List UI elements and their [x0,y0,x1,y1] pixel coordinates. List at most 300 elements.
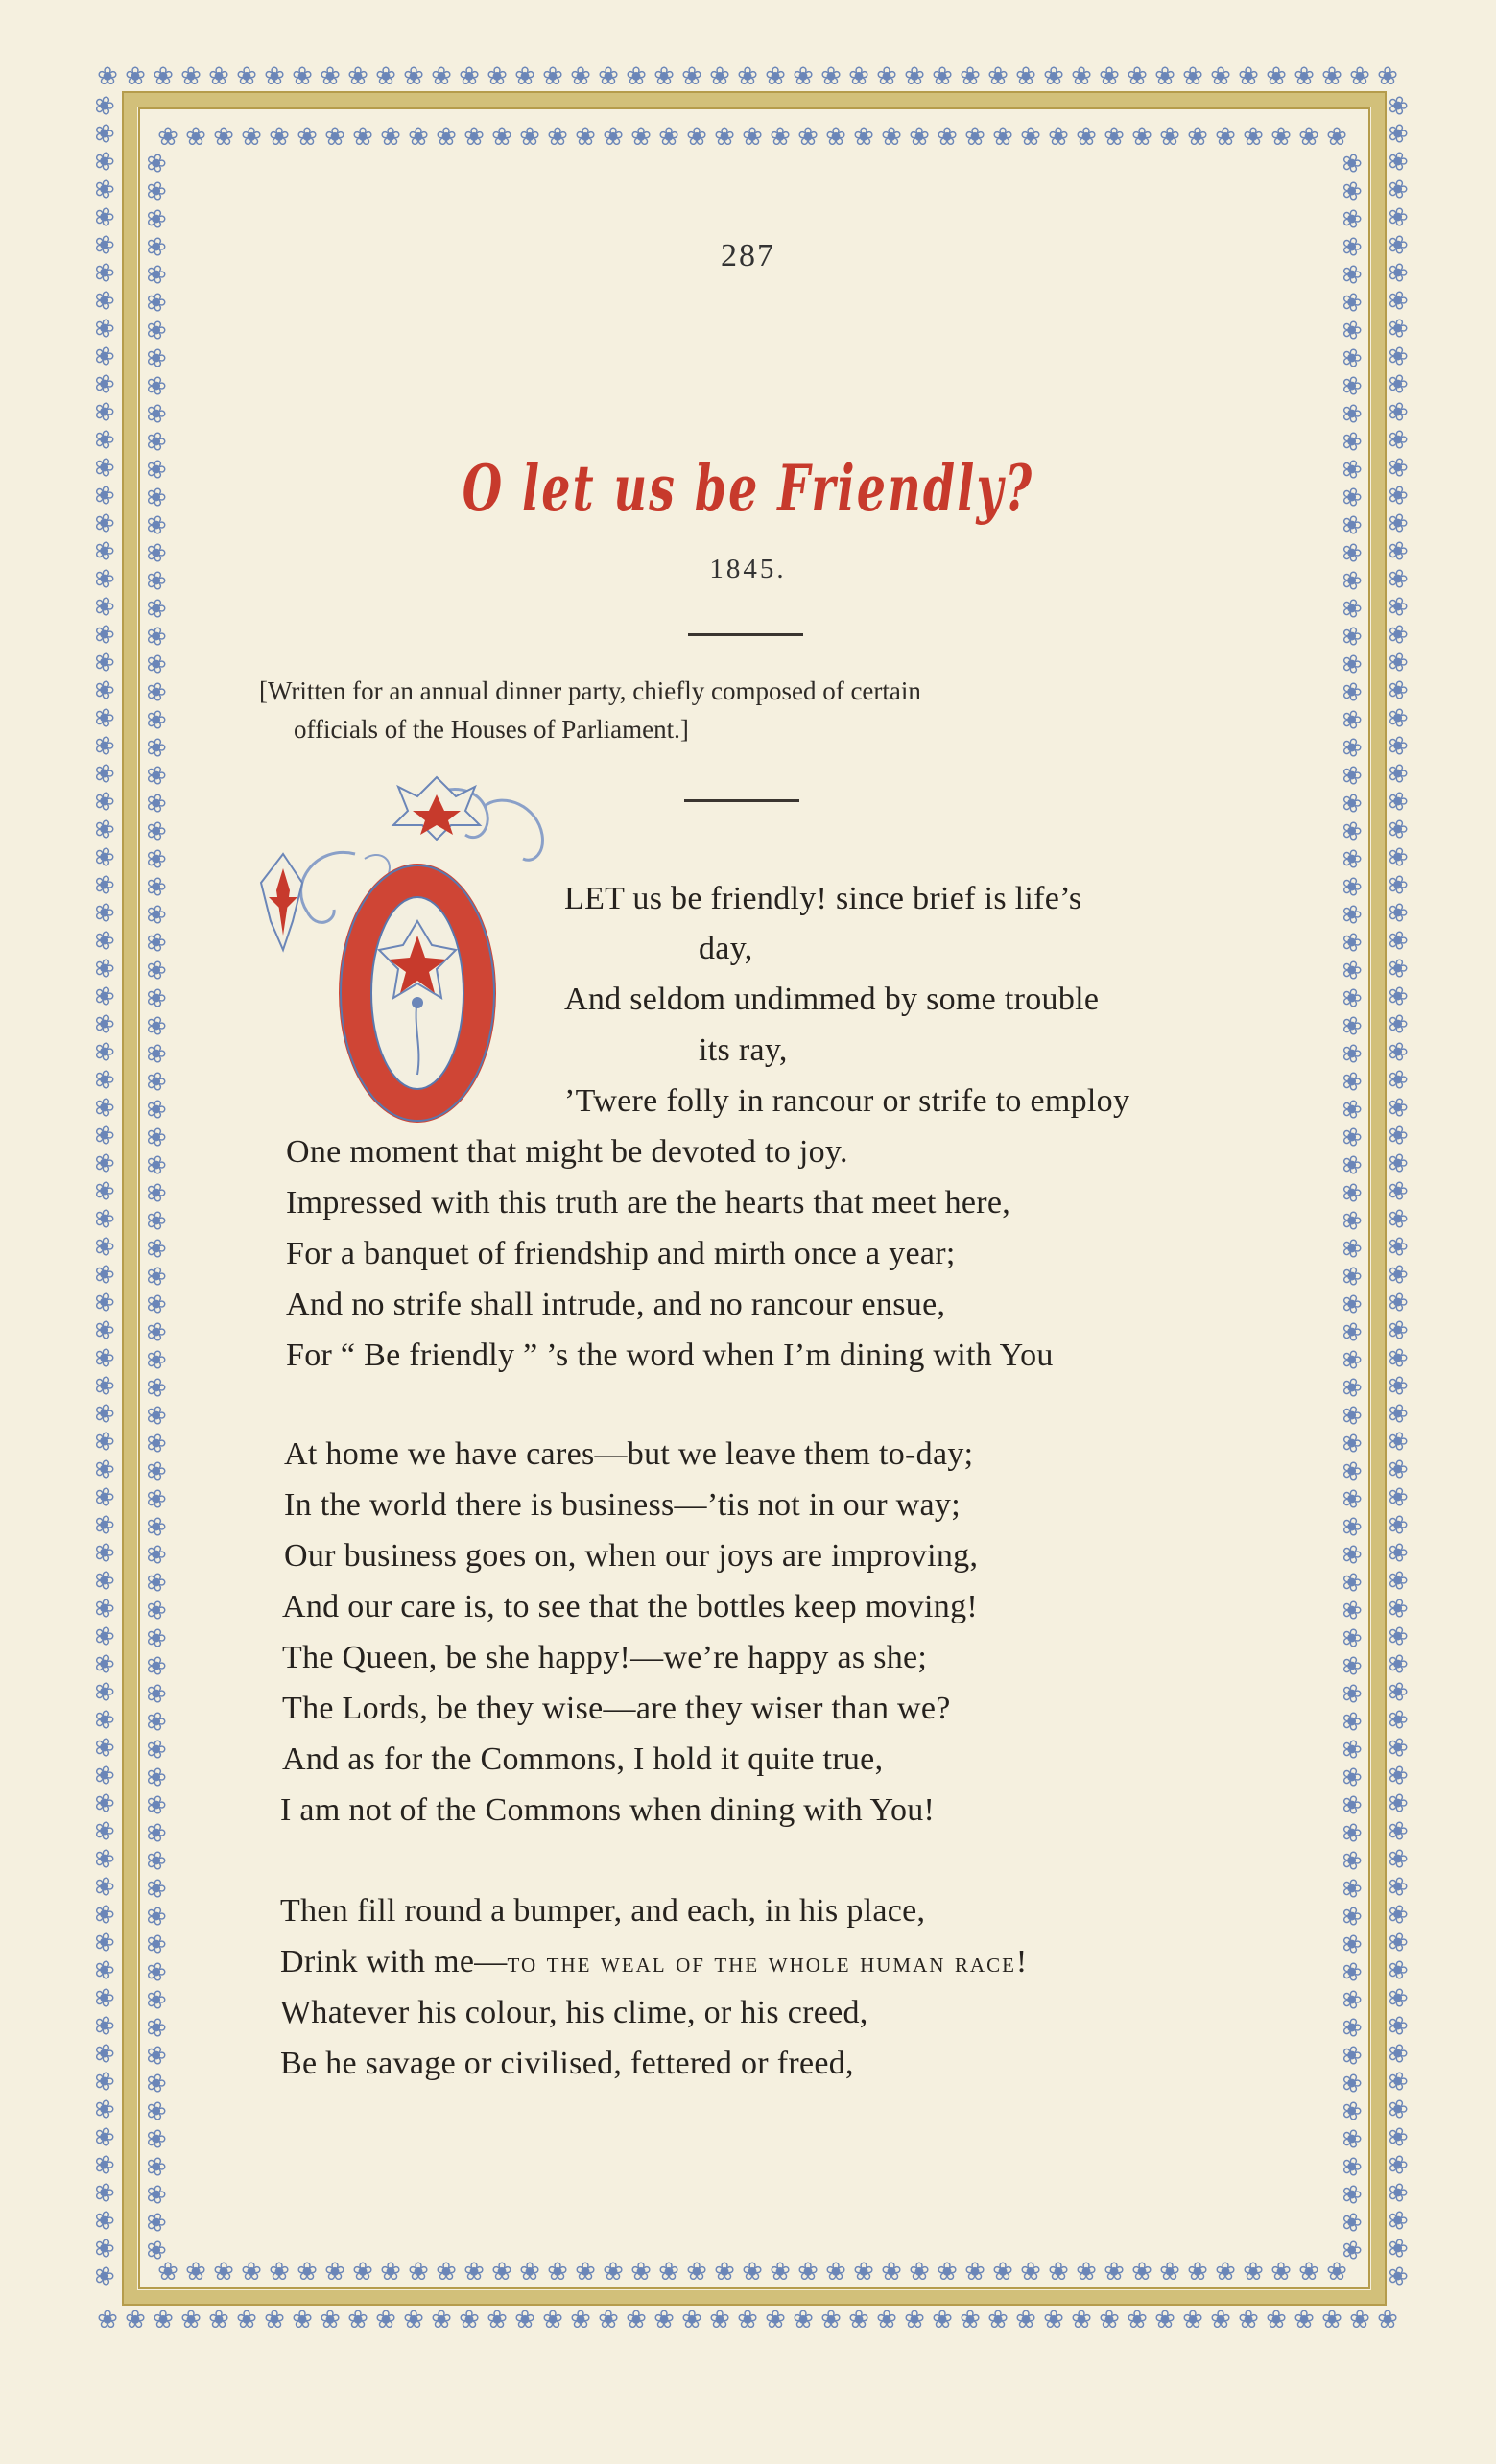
fleuron-icon: ❀ [598,2306,619,2334]
fleuron-icon: ❀ [141,431,170,452]
fleuron-icon: ❀ [89,95,118,116]
fleuron-icon: ❀ [603,123,624,152]
fleuron-icon: ❀ [1337,598,1365,619]
fleuron-icon: ❀ [89,485,118,506]
fleuron-icon: ❀ [1238,2306,1259,2334]
fleuron-icon: ❀ [770,2258,791,2286]
fleuron-icon: ❀ [1337,737,1365,758]
fleuron-icon: ❀ [89,1737,118,1758]
fleuron-icon: ❀ [737,2306,758,2334]
fleuron-icon: ❀ [575,2258,596,2286]
page-number: 287 [721,238,775,273]
fleuron-icon: ❀ [89,2265,118,2286]
fleuron-icon: ❀ [89,1097,118,1118]
fleuron-icon: ❀ [793,2306,814,2334]
fleuron-icon: ❀ [1383,1765,1412,1786]
fleuron-icon: ❀ [213,123,234,152]
fleuron-icon: ❀ [89,624,118,645]
fleuron-icon: ❀ [89,1904,118,1925]
fleuron-icon: ❀ [626,62,647,91]
fleuron-icon: ❀ [765,62,786,91]
fleuron-icon: ❀ [937,123,958,152]
fleuron-icon: ❀ [987,2306,1009,2334]
fleuron-icon: ❀ [1383,1486,1412,1507]
fleuron-icon: ❀ [1383,1931,1412,1953]
fleuron-icon: ❀ [89,596,118,617]
fleuron-icon: ❀ [141,1433,170,1454]
fleuron-icon: ❀ [89,1987,118,2008]
fleuron-icon: ❀ [797,123,819,152]
poem-line: And as for the Commons, I hold it quite true, [282,1741,884,1777]
fleuron-icon: ❀ [1383,485,1412,506]
fleuron-icon: ❀ [1337,1516,1365,1537]
fleuron-icon: ❀ [1383,2154,1412,2175]
fleuron-icon: ❀ [709,2306,730,2334]
fleuron-icon: ❀ [1337,932,1365,953]
fleuron-icon: ❀ [1383,1904,1412,1925]
fleuron-icon: ❀ [1337,2212,1365,2233]
headnote-rule [684,799,799,802]
fleuron-icon: ❀ [1383,1681,1412,1702]
fleuron-icon: ❀ [141,1266,170,1287]
fleuron-icon: ❀ [1076,2258,1097,2286]
fleuron-icon: ❀ [241,2258,262,2286]
fleuron-icon: ❀ [89,1876,118,1897]
fleuron-icon: ❀ [125,2306,146,2334]
poem-line: And seldom undimmed by some trouble [564,982,1100,1017]
fleuron-icon: ❀ [141,765,170,786]
fleuron-icon: ❀ [89,1180,118,1201]
fleuron-icon: ❀ [1337,1071,1365,1092]
poem-line: I am not of the Commons when dining with You! [280,1792,936,1828]
fleuron-icon: ❀ [436,2258,457,2286]
headnote [259,672,1219,748]
fleuron-icon: ❀ [141,1321,170,1342]
fleuron-icon: ❀ [1383,457,1412,478]
fleuron-icon: ❀ [1383,707,1412,728]
fleuron-icon: ❀ [519,2258,540,2286]
fleuron-icon: ❀ [1383,2210,1412,2231]
poem-line: Impressed with this truth are the hearts that meet here, [286,1185,1011,1220]
fleuron-icon: ❀ [352,2258,373,2286]
fleuron-icon: ❀ [1383,540,1412,561]
fleuron-icon: ❀ [297,123,318,152]
fleuron-icon: ❀ [141,2212,170,2233]
fleuron-icon: ❀ [1337,1933,1365,1955]
fleuron-icon: ❀ [881,123,902,152]
fleuron-icon: ❀ [1154,62,1175,91]
fleuron-icon: ❀ [1215,2258,1236,2286]
fleuron-icon: ❀ [89,1681,118,1702]
fleuron-icon: ❀ [1383,1792,1412,1813]
fleuron-icon: ❀ [681,62,702,91]
fleuron-icon: ❀ [1337,960,1365,981]
fleuron-icon: ❀ [1383,1347,1412,1368]
fleuron-icon: ❀ [797,2258,819,2286]
fleuron-icon: ❀ [141,514,170,535]
fleuron-icon: ❀ [881,2258,902,2286]
fleuron-icon: ❀ [320,62,341,91]
fleuron-icon: ❀ [141,709,170,730]
fleuron-icon: ❀ [964,123,985,152]
fleuron-icon: ❀ [1349,62,1370,91]
fleuron-icon: ❀ [89,958,118,979]
fleuron-icon: ❀ [1298,2258,1319,2286]
fleuron-icon: ❀ [1337,2100,1365,2121]
poem-line: One moment that might be devoted to joy. [286,1134,848,1170]
fleuron-icon: ❀ [292,62,313,91]
fleuron-icon: ❀ [1349,2306,1370,2334]
fleuron-icon: ❀ [1048,123,1069,152]
fleuron-icon: ❀ [141,1182,170,1203]
fleuron-icon: ❀ [89,1291,118,1313]
fleuron-icon: ❀ [141,2073,170,2094]
fleuron-icon: ❀ [1337,653,1365,675]
fleuron-icon: ❀ [1215,123,1236,152]
fleuron-icon: ❀ [542,62,563,91]
fleuron-icon: ❀ [141,1154,170,1175]
fleuron-icon: ❀ [1383,1959,1412,1980]
fleuron-icon: ❀ [1383,429,1412,450]
fleuron-icon: ❀ [876,2306,897,2334]
fleuron-icon: ❀ [89,123,118,144]
poem-line: Then fill round a bumper, and each, in his place, [280,1893,926,1929]
fleuron-icon: ❀ [1071,2306,1092,2334]
fleuron-icon: ❀ [89,1625,118,1647]
fleuron-icon: ❀ [459,2306,480,2334]
poem-line: At home we have cares—but we leave them to-day; [284,1436,974,1472]
fleuron-icon: ❀ [408,123,429,152]
fleuron-icon: ❀ [1383,1598,1412,1619]
fleuron-icon: ❀ [1383,262,1412,283]
fleuron-icon: ❀ [89,1013,118,1034]
fleuron-icon: ❀ [89,318,118,339]
fleuron-icon: ❀ [97,62,118,91]
fleuron-icon: ❀ [1383,985,1412,1007]
fleuron-icon: ❀ [141,1544,170,1565]
fleuron-icon: ❀ [1337,1266,1365,1287]
fleuron-icon: ❀ [180,2306,202,2334]
poem-line-text: Drink with me— [280,1944,508,1979]
fleuron-icon: ❀ [141,1822,170,1843]
fleuron-icon: ❀ [1337,987,1365,1008]
fleuron-icon: ❀ [125,62,146,91]
fleuron-icon: ❀ [1337,1349,1365,1370]
fleuron-icon: ❀ [658,123,679,152]
fleuron-icon: ❀ [1337,1238,1365,1259]
fleuron-icon: ❀ [89,1765,118,1786]
fleuron-icon: ❀ [1337,1182,1365,1203]
fleuron-icon: ❀ [89,151,118,172]
fleuron-icon: ❀ [1337,1099,1365,1120]
fleuron-icon: ❀ [1337,2045,1365,2066]
fleuron-icon: ❀ [1154,2306,1175,2334]
fleuron-icon: ❀ [1377,2306,1398,2334]
fleuron-icon: ❀ [542,2306,563,2334]
fleuron-icon: ❀ [1337,1321,1365,1342]
fleuron-icon: ❀ [1383,1737,1412,1758]
fleuron-icon: ❀ [141,1655,170,1676]
fleuron-icon: ❀ [347,2306,368,2334]
poem-line: day, [699,931,753,966]
fleuron-icon: ❀ [89,791,118,812]
fleuron-icon: ❀ [89,1542,118,1563]
fleuron-icon: ❀ [1210,62,1231,91]
fleuron-icon: ❀ [89,2098,118,2120]
fleuron-icon: ❀ [547,123,568,152]
fleuron-icon: ❀ [375,62,396,91]
fleuron-icon: ❀ [1210,2306,1231,2334]
fleuron-icon: ❀ [89,1236,118,1257]
fleuron-icon: ❀ [141,403,170,424]
fleuron-icon: ❀ [89,512,118,533]
illuminated-initial-o [249,768,557,1132]
fleuron-icon: ❀ [1337,2073,1365,2094]
fleuron-icon: ❀ [180,62,202,91]
fleuron-icon: ❀ [1383,1876,1412,1897]
fleuron-icon: ❀ [1159,123,1180,152]
fleuron-icon: ❀ [1383,1458,1412,1480]
fleuron-icon: ❀ [89,262,118,283]
fleuron-icon: ❀ [89,373,118,394]
fleuron-icon: ❀ [1337,1433,1365,1454]
fleuron-icon: ❀ [653,2306,675,2334]
fleuron-icon: ❀ [1337,459,1365,480]
fleuron-icon: ❀ [1076,123,1097,152]
fleuron-icon: ❀ [1270,123,1292,152]
poem-line-smallcaps: to the weal of the whole human race [507,1947,1016,1978]
fleuron-icon: ❀ [1337,208,1365,229]
fleuron-icon: ❀ [352,123,373,152]
fleuron-icon: ❀ [1383,763,1412,784]
fleuron-icon: ❀ [570,62,591,91]
fleuron-icon: ❀ [236,62,257,91]
fleuron-icon: ❀ [89,2071,118,2092]
fleuron-icon: ❀ [686,123,707,152]
fleuron-icon: ❀ [89,2043,118,2064]
poem-line: Our business goes on, when our joys are improving, [284,1538,979,1574]
fleuron-icon: ❀ [89,401,118,422]
fleuron-icon: ❀ [1383,2238,1412,2259]
fleuron-icon: ❀ [848,62,869,91]
fleuron-icon: ❀ [964,2258,985,2286]
fleuron-icon: ❀ [1337,1739,1365,1760]
fleuron-icon: ❀ [1337,681,1365,702]
fleuron-icon: ❀ [141,208,170,229]
fleuron-icon: ❀ [1127,2306,1148,2334]
fleuron-icon: ❀ [1383,1625,1412,1647]
fleuron-icon: ❀ [1383,1264,1412,1285]
fleuron-icon: ❀ [89,2210,118,2231]
fleuron-icon: ❀ [820,62,842,91]
fleuron-icon: ❀ [141,1405,170,1426]
fleuron-icon: ❀ [141,2128,170,2149]
fleuron-icon: ❀ [1337,375,1365,396]
fleuron-icon: ❀ [89,763,118,784]
fleuron-icon: ❀ [1383,1542,1412,1563]
fleuron-icon: ❀ [909,123,930,152]
fleuron-icon: ❀ [1383,2043,1412,2064]
fleuron-icon: ❀ [853,123,874,152]
fleuron-icon: ❀ [1337,292,1365,313]
fleuron-icon: ❀ [1383,735,1412,756]
fleuron-icon: ❀ [89,652,118,673]
fleuron-icon: ❀ [1326,123,1347,152]
fleuron-icon: ❀ [1159,2258,1180,2286]
fleuron-icon: ❀ [1337,1488,1365,1509]
headnote-line: officials of the Houses of Parliament.] [294,715,689,744]
fleuron-icon: ❀ [89,1848,118,1869]
fleuron-icon: ❀ [89,735,118,756]
poem-line: LET us be friendly! since brief is life’s [564,881,1082,916]
fleuron-icon: ❀ [1337,431,1365,452]
fleuron-icon: ❀ [141,820,170,841]
fleuron-icon: ❀ [141,681,170,702]
fleuron-icon: ❀ [1020,2258,1041,2286]
fleuron-icon: ❀ [320,2306,341,2334]
fleuron-icon: ❀ [1383,652,1412,673]
fleuron-icon: ❀ [97,2306,118,2334]
fleuron-icon: ❀ [1383,178,1412,200]
fleuron-icon: ❀ [141,1627,170,1648]
fleuron-icon: ❀ [436,123,457,152]
fleuron-icon: ❀ [1383,1570,1412,1591]
fleuron-icon: ❀ [1337,1655,1365,1676]
fleuron-icon: ❀ [347,62,368,91]
fleuron-icon: ❀ [626,2306,647,2334]
fleuron-icon: ❀ [1383,151,1412,172]
fleuron-icon: ❀ [141,1989,170,2010]
fleuron-icon: ❀ [1337,1794,1365,1815]
fleuron-icon: ❀ [89,679,118,700]
fleuron-icon: ❀ [1383,624,1412,645]
fleuron-icon: ❀ [141,2239,170,2261]
fleuron-icon: ❀ [547,2258,568,2286]
fleuron-icon: ❀ [570,2306,591,2334]
fleuron-icon: ❀ [141,1488,170,1509]
fleuron-icon: ❀ [141,1711,170,1732]
fleuron-icon: ❀ [825,123,846,152]
fleuron-icon: ❀ [1383,791,1412,812]
fleuron-icon: ❀ [1182,62,1203,91]
fleuron-icon: ❀ [992,2258,1013,2286]
fleuron-icon: ❀ [1337,2239,1365,2261]
fleuron-icon: ❀ [89,2154,118,2175]
fleuron-icon: ❀ [89,1347,118,1368]
fleuron-icon: ❀ [1337,1210,1365,1231]
poem-line: For “ Be friendly ” ’s the word when I’m dining with You [286,1338,1054,1373]
fleuron-icon: ❀ [1383,206,1412,227]
fleuron-icon: ❀ [141,904,170,925]
fleuron-icon: ❀ [141,2156,170,2177]
fleuron-icon: ❀ [1015,62,1036,91]
fleuron-icon: ❀ [236,2306,257,2334]
fleuron-icon: ❀ [141,598,170,619]
fleuron-icon: ❀ [141,2100,170,2121]
fleuron-icon: ❀ [1383,290,1412,311]
fleuron-icon: ❀ [380,2258,401,2286]
fleuron-icon: ❀ [89,1792,118,1813]
fleuron-icon: ❀ [141,1878,170,1899]
fleuron-icon: ❀ [1383,1291,1412,1313]
fleuron-icon: ❀ [89,1959,118,1980]
fleuron-icon: ❀ [630,123,652,152]
fleuron-icon: ❀ [141,848,170,869]
fleuron-icon: ❀ [324,123,345,152]
poem-line: its ray, [699,1032,788,1068]
fleuron-icon: ❀ [1383,1013,1412,1034]
fleuron-icon: ❀ [1383,568,1412,589]
fleuron-icon: ❀ [1383,1097,1412,1118]
page-title: O let us be Friendly? [462,451,1034,526]
fleuron-icon: ❀ [1337,1822,1365,1843]
fleuron-icon: ❀ [141,932,170,953]
fleuron-icon: ❀ [1015,2306,1036,2334]
fleuron-icon: ❀ [141,1961,170,1982]
fleuron-icon: ❀ [1337,1405,1365,1426]
fleuron-icon: ❀ [141,987,170,1008]
fleuron-icon: ❀ [89,2182,118,2203]
fleuron-icon: ❀ [1337,1766,1365,1788]
fleuron-icon: ❀ [141,375,170,396]
fleuron-icon: ❀ [1337,1377,1365,1398]
fleuron-icon: ❀ [141,1766,170,1788]
fleuron-icon: ❀ [141,320,170,341]
fleuron-icon: ❀ [1337,876,1365,897]
fleuron-icon: ❀ [89,2126,118,2147]
fleuron-icon: ❀ [1337,1711,1365,1732]
poem-line-text: ! [1015,1944,1028,1979]
fleuron-icon: ❀ [1383,679,1412,700]
fleuron-icon: ❀ [89,707,118,728]
fleuron-icon: ❀ [1337,486,1365,508]
fleuron-icon: ❀ [491,2258,512,2286]
fleuron-icon: ❀ [820,2306,842,2334]
fleuron-icon: ❀ [153,2306,174,2334]
fleuron-icon: ❀ [1383,1514,1412,1535]
fleuron-icon: ❀ [876,62,897,91]
fleuron-icon: ❀ [89,1319,118,1340]
fleuron-icon: ❀ [89,1820,118,1841]
fleuron-icon: ❀ [324,2258,345,2286]
fleuron-icon: ❀ [292,2306,313,2334]
fleuron-icon: ❀ [1383,1180,1412,1201]
fleuron-icon: ❀ [1337,180,1365,201]
fleuron-icon: ❀ [141,570,170,591]
fleuron-icon: ❀ [141,1071,170,1092]
fleuron-icon: ❀ [1383,318,1412,339]
fleuron-icon: ❀ [1383,1069,1412,1090]
fleuron-icon: ❀ [141,1906,170,1927]
fleuron-icon: ❀ [1127,62,1148,91]
fleuron-icon: ❀ [141,486,170,508]
fleuron-icon: ❀ [1243,123,1264,152]
fleuron-icon: ❀ [89,1069,118,1090]
fleuron-icon: ❀ [491,123,512,152]
fleuron-icon: ❀ [1337,765,1365,786]
fleuron-icon: ❀ [1383,401,1412,422]
fleuron-icon: ❀ [1337,793,1365,814]
fleuron-icon: ❀ [141,180,170,201]
fleuron-icon: ❀ [1383,1041,1412,1062]
fleuron-icon: ❀ [1383,345,1412,367]
fleuron-icon: ❀ [89,930,118,951]
fleuron-icon: ❀ [1383,2015,1412,2036]
fleuron-icon: ❀ [89,902,118,923]
fleuron-icon: ❀ [141,2045,170,2066]
fleuron-icon: ❀ [1383,596,1412,617]
fleuron-icon: ❀ [1383,1709,1412,1730]
